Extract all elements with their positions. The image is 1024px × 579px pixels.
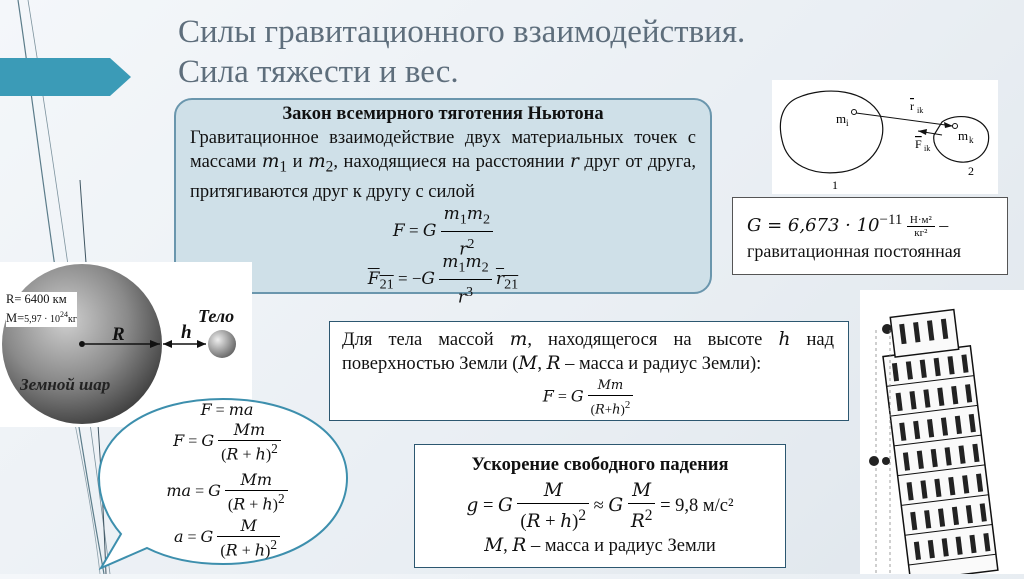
earth-mass: $M=5,97 \cdot 10^{24}кг$	[6, 310, 77, 326]
svg-text:Земной шар: Земной шар	[20, 375, 111, 394]
newton-formula: F = G $\frac{m_1m_2}{r^2}$	[176, 202, 710, 262]
acceleration-note: M, R – масса и радиус Земли	[484, 535, 716, 557]
two-bodies-diagram	[772, 80, 998, 194]
svg-text:m: m	[958, 128, 969, 143]
body-at-height-formula: F = G $\frac{Mm}{(R+h)^2}$	[342, 376, 834, 419]
svg-text:R: R	[112, 324, 125, 345]
body-at-height-text: Для тела массой m, находящегося на высоте h над поверхностью Земли (M, R – масса и радиус Земли):	[342, 329, 834, 374]
newton-law-text: Гравитационное взаимодействие двух материальных точек с массами $m_1$ и $m_2$, находящиеся на расстоянии r друг от друга, притягиваются друг к другу с силой	[190, 128, 696, 202]
title-arrow-shape	[0, 58, 131, 96]
svg-text:F: F	[915, 137, 922, 151]
formula-f-ma: F = ma	[200, 400, 254, 419]
formula-f-gravity: F = G $\frac{Mm}{(R + h)^2}$	[122, 420, 332, 464]
gravity-constant-desc: гравитационная постоянная	[747, 241, 962, 262]
body-at-height-box	[329, 321, 849, 421]
svg-text:i: i	[846, 118, 849, 128]
svg-text:h: h	[181, 322, 192, 343]
acceleration-box	[414, 444, 786, 568]
svg-text:k: k	[969, 135, 974, 145]
acceleration-formula: g = G $\frac{M}{(R + h)^2}$ ≈ G $\frac{M}{R^2}$ = 9,8 м/с²	[466, 480, 734, 533]
leaning-tower-illustration	[860, 290, 1024, 574]
svg-text:ik: ik	[917, 106, 924, 115]
gravity-constant-box	[732, 197, 1008, 275]
earth-parameters	[6, 292, 77, 327]
slide-title	[178, 12, 745, 92]
acceleration-heading: Ускорение свободного падения	[471, 455, 729, 475]
newton-law-heading: Закон всемирного тяготения Ньютона	[282, 104, 604, 124]
svg-text:2: 2	[968, 164, 974, 178]
svg-text:Тело: Тело	[198, 306, 235, 326]
formula-a-gravity: a = G $\frac{M}{(R + h)^2}$	[122, 516, 332, 560]
earth-radius: R= 6400 км	[6, 292, 67, 306]
slide-title-line1: Силы гравитационного взаимодействия.	[178, 14, 746, 50]
slide-title-line2: Сила тяжести и вес.	[178, 54, 459, 90]
svg-text:ik: ik	[924, 144, 931, 153]
formula-ma-gravity: ma = G $\frac{Mm}{(R + h)^2}$	[122, 470, 332, 514]
newton-vector-formula: $\overline{F}_{21} = -G$ $\frac{m_1m_2}{r^3}$ $\overline{r}_{21}$	[367, 252, 519, 309]
gravity-constant-expr: $G = 6,673 \cdot 10^{-11}$ Н·м² кг² –	[747, 212, 949, 240]
newton-law-box	[174, 98, 712, 309]
svg-text:r: r	[910, 99, 914, 113]
svg-text:1: 1	[832, 178, 838, 192]
svg-text:m: m	[836, 111, 847, 126]
